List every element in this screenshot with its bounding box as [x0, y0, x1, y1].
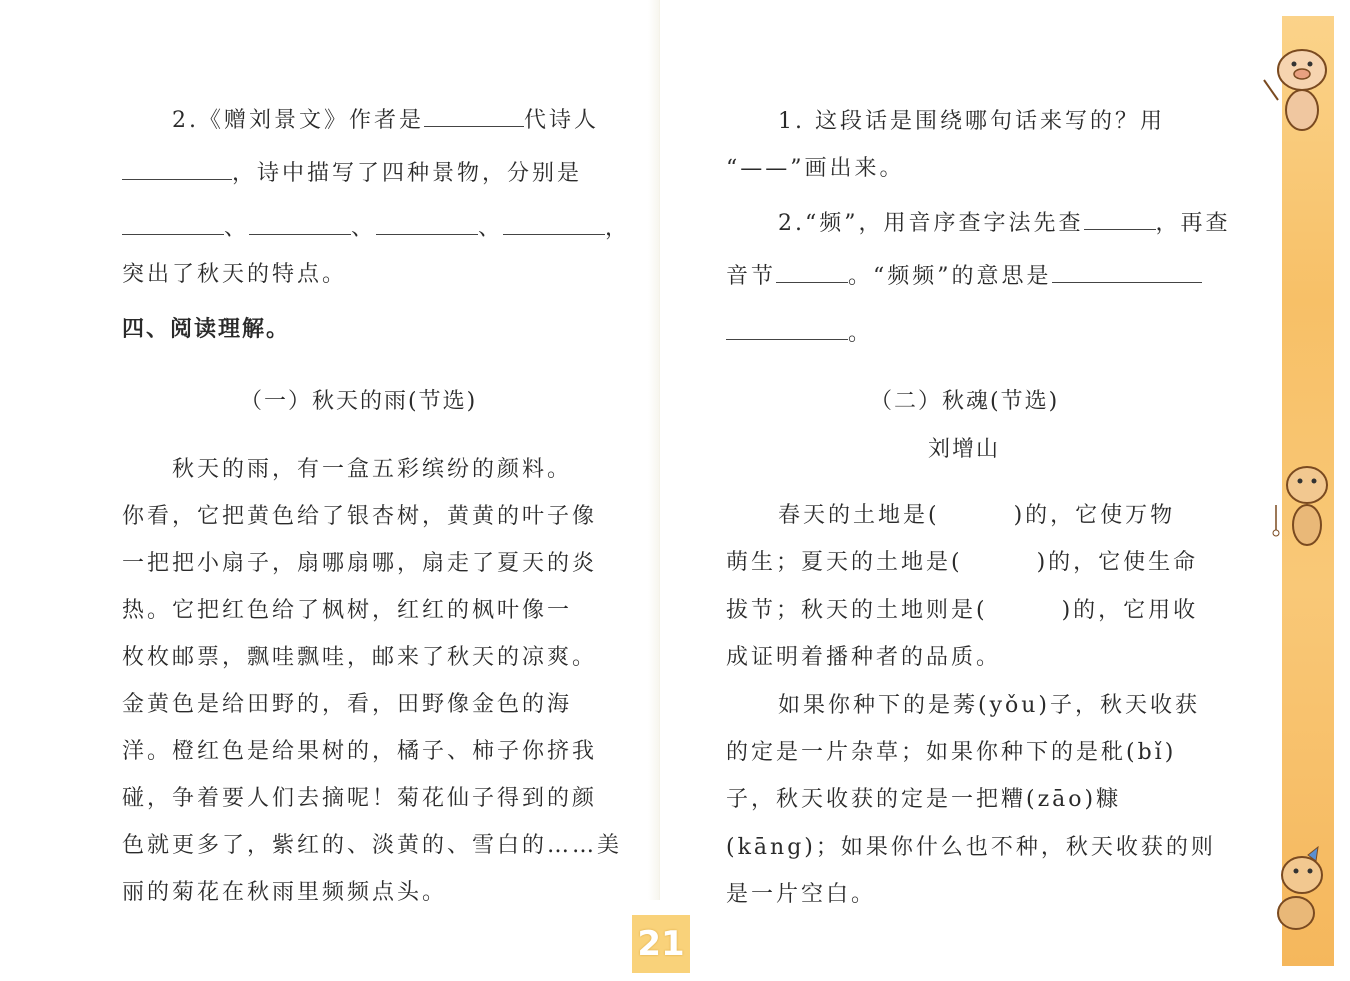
q2-line-1 — [172, 104, 599, 136]
passage2-line: 成证明着播种者的品质。 — [726, 645, 1002, 670]
q1-line-2: “——”画出来。 — [726, 156, 905, 181]
separator: ， — [605, 216, 631, 241]
q2r-line-1 — [778, 207, 1231, 239]
q2-text: 代诗人 — [524, 108, 600, 133]
blank-poet[interactable] — [122, 157, 232, 180]
blank-scene-1[interactable] — [122, 212, 224, 235]
passage1-line: 你看，它把黄色给了银杏树，黄黄的叶子像 — [122, 504, 598, 529]
blank-meaning-1[interactable] — [1052, 260, 1202, 283]
separator: 、 — [351, 216, 377, 241]
q2-line-2 — [122, 157, 582, 189]
passage2-line — [726, 548, 1198, 578]
right-page — [660, 0, 1350, 981]
passage1-line: 洋。橙红色是给果树的，橘子、柿子你挤我 — [122, 739, 598, 764]
passage1-line: 热。它把红色给了枫树，红红的枫叶像一 — [122, 598, 573, 623]
blank-scene-3[interactable] — [376, 212, 478, 235]
q2r-text: 2.“频”，用音序查字法先查 — [778, 211, 1084, 236]
q2r-text: 。“频频”的意思是 — [848, 264, 1052, 289]
blank-scene-4[interactable] — [503, 212, 605, 235]
blank-scene-2[interactable] — [249, 212, 351, 235]
passage1-line: 碰，争着要人们去摘呢！菊花仙子得到的颜 — [122, 786, 598, 811]
passage2-text: 春天的土地是( — [778, 503, 940, 528]
section-heading: 四、阅读理解。 — [122, 317, 291, 342]
passage1-line: 秋天的雨，有一盒五彩缤纷的颜料。 — [172, 457, 573, 482]
left-page — [0, 0, 660, 981]
q2r-text: ，再查 — [1155, 211, 1231, 236]
blank-letter[interactable] — [1084, 207, 1156, 230]
separator: 、 — [478, 216, 504, 241]
page-number: 21 — [632, 915, 690, 973]
passage2-line — [726, 596, 1198, 626]
passage1-title: （一）秋天的雨(节选) — [240, 389, 478, 414]
passage1-line: 金黄色是给田野的，看，田野像金色的海 — [122, 692, 573, 717]
passage2-line: 如果你种下的是莠(yǒu)子，秋天收获 — [778, 693, 1201, 718]
passage2-line: (kāng)；如果你什么也不种，秋天收获的则 — [726, 835, 1216, 860]
mouse-cartoon-icon — [1262, 455, 1342, 555]
passage2-title: （二）秋魂(节选) — [870, 389, 1060, 414]
blank-meaning-2[interactable] — [726, 317, 848, 340]
blank-dynasty[interactable] — [424, 104, 524, 127]
passage2-line — [778, 501, 1175, 531]
q2r-line-3 — [726, 317, 873, 349]
blank-syllable[interactable] — [776, 260, 848, 283]
q2r-text: 。 — [848, 321, 874, 346]
q1-line-1: 1. 这段话是围绕哪句话来写的？用 — [778, 109, 1165, 134]
passage2-line: 子，秋天收获的定是一把糟(zāo)糠 — [726, 787, 1122, 812]
passage2-text: )的，它用收 — [1061, 598, 1199, 623]
pig-cartoon-icon — [1252, 40, 1342, 135]
q2-text: ，诗中描写了四种景物，分别是 — [232, 161, 583, 186]
separator: 、 — [224, 216, 250, 241]
passage2-text: 拔节；秋天的土地则是( — [726, 598, 988, 623]
passage1-line: 丽的菊花在秋雨里频频点头。 — [122, 880, 448, 905]
q2r-text: 音节 — [726, 264, 777, 289]
q2-text: 2.《赠刘景文》作者是 — [172, 108, 424, 133]
passage2-text: 萌生；夏天的土地是( — [726, 550, 963, 575]
passage2-line: 是一片空白。 — [726, 882, 877, 907]
passage2-line: 的定是一片杂草；如果你种下的是秕(bǐ) — [726, 740, 1177, 765]
passage1-line: 色就更多了，紫红的、淡黄的、雪白的……美 — [122, 833, 623, 858]
passage2-text: )的，它使生命 — [1036, 550, 1199, 575]
passage2-author: 刘增山 — [928, 437, 1001, 462]
q2r-line-2 — [726, 260, 1202, 292]
dog-cartoon-icon — [1256, 845, 1342, 935]
passage2-text: )的，它使万物 — [1013, 503, 1176, 528]
passage1-line: 一把把小扇子，扇哪扇哪，扇走了夏天的炎 — [122, 551, 598, 576]
passage1-line: 枚枚邮票，飘哇飘哇，邮来了秋天的凉爽。 — [122, 645, 598, 670]
q2-line-4: 突出了秋天的特点。 — [122, 262, 348, 287]
q2-line-3 — [122, 212, 630, 244]
